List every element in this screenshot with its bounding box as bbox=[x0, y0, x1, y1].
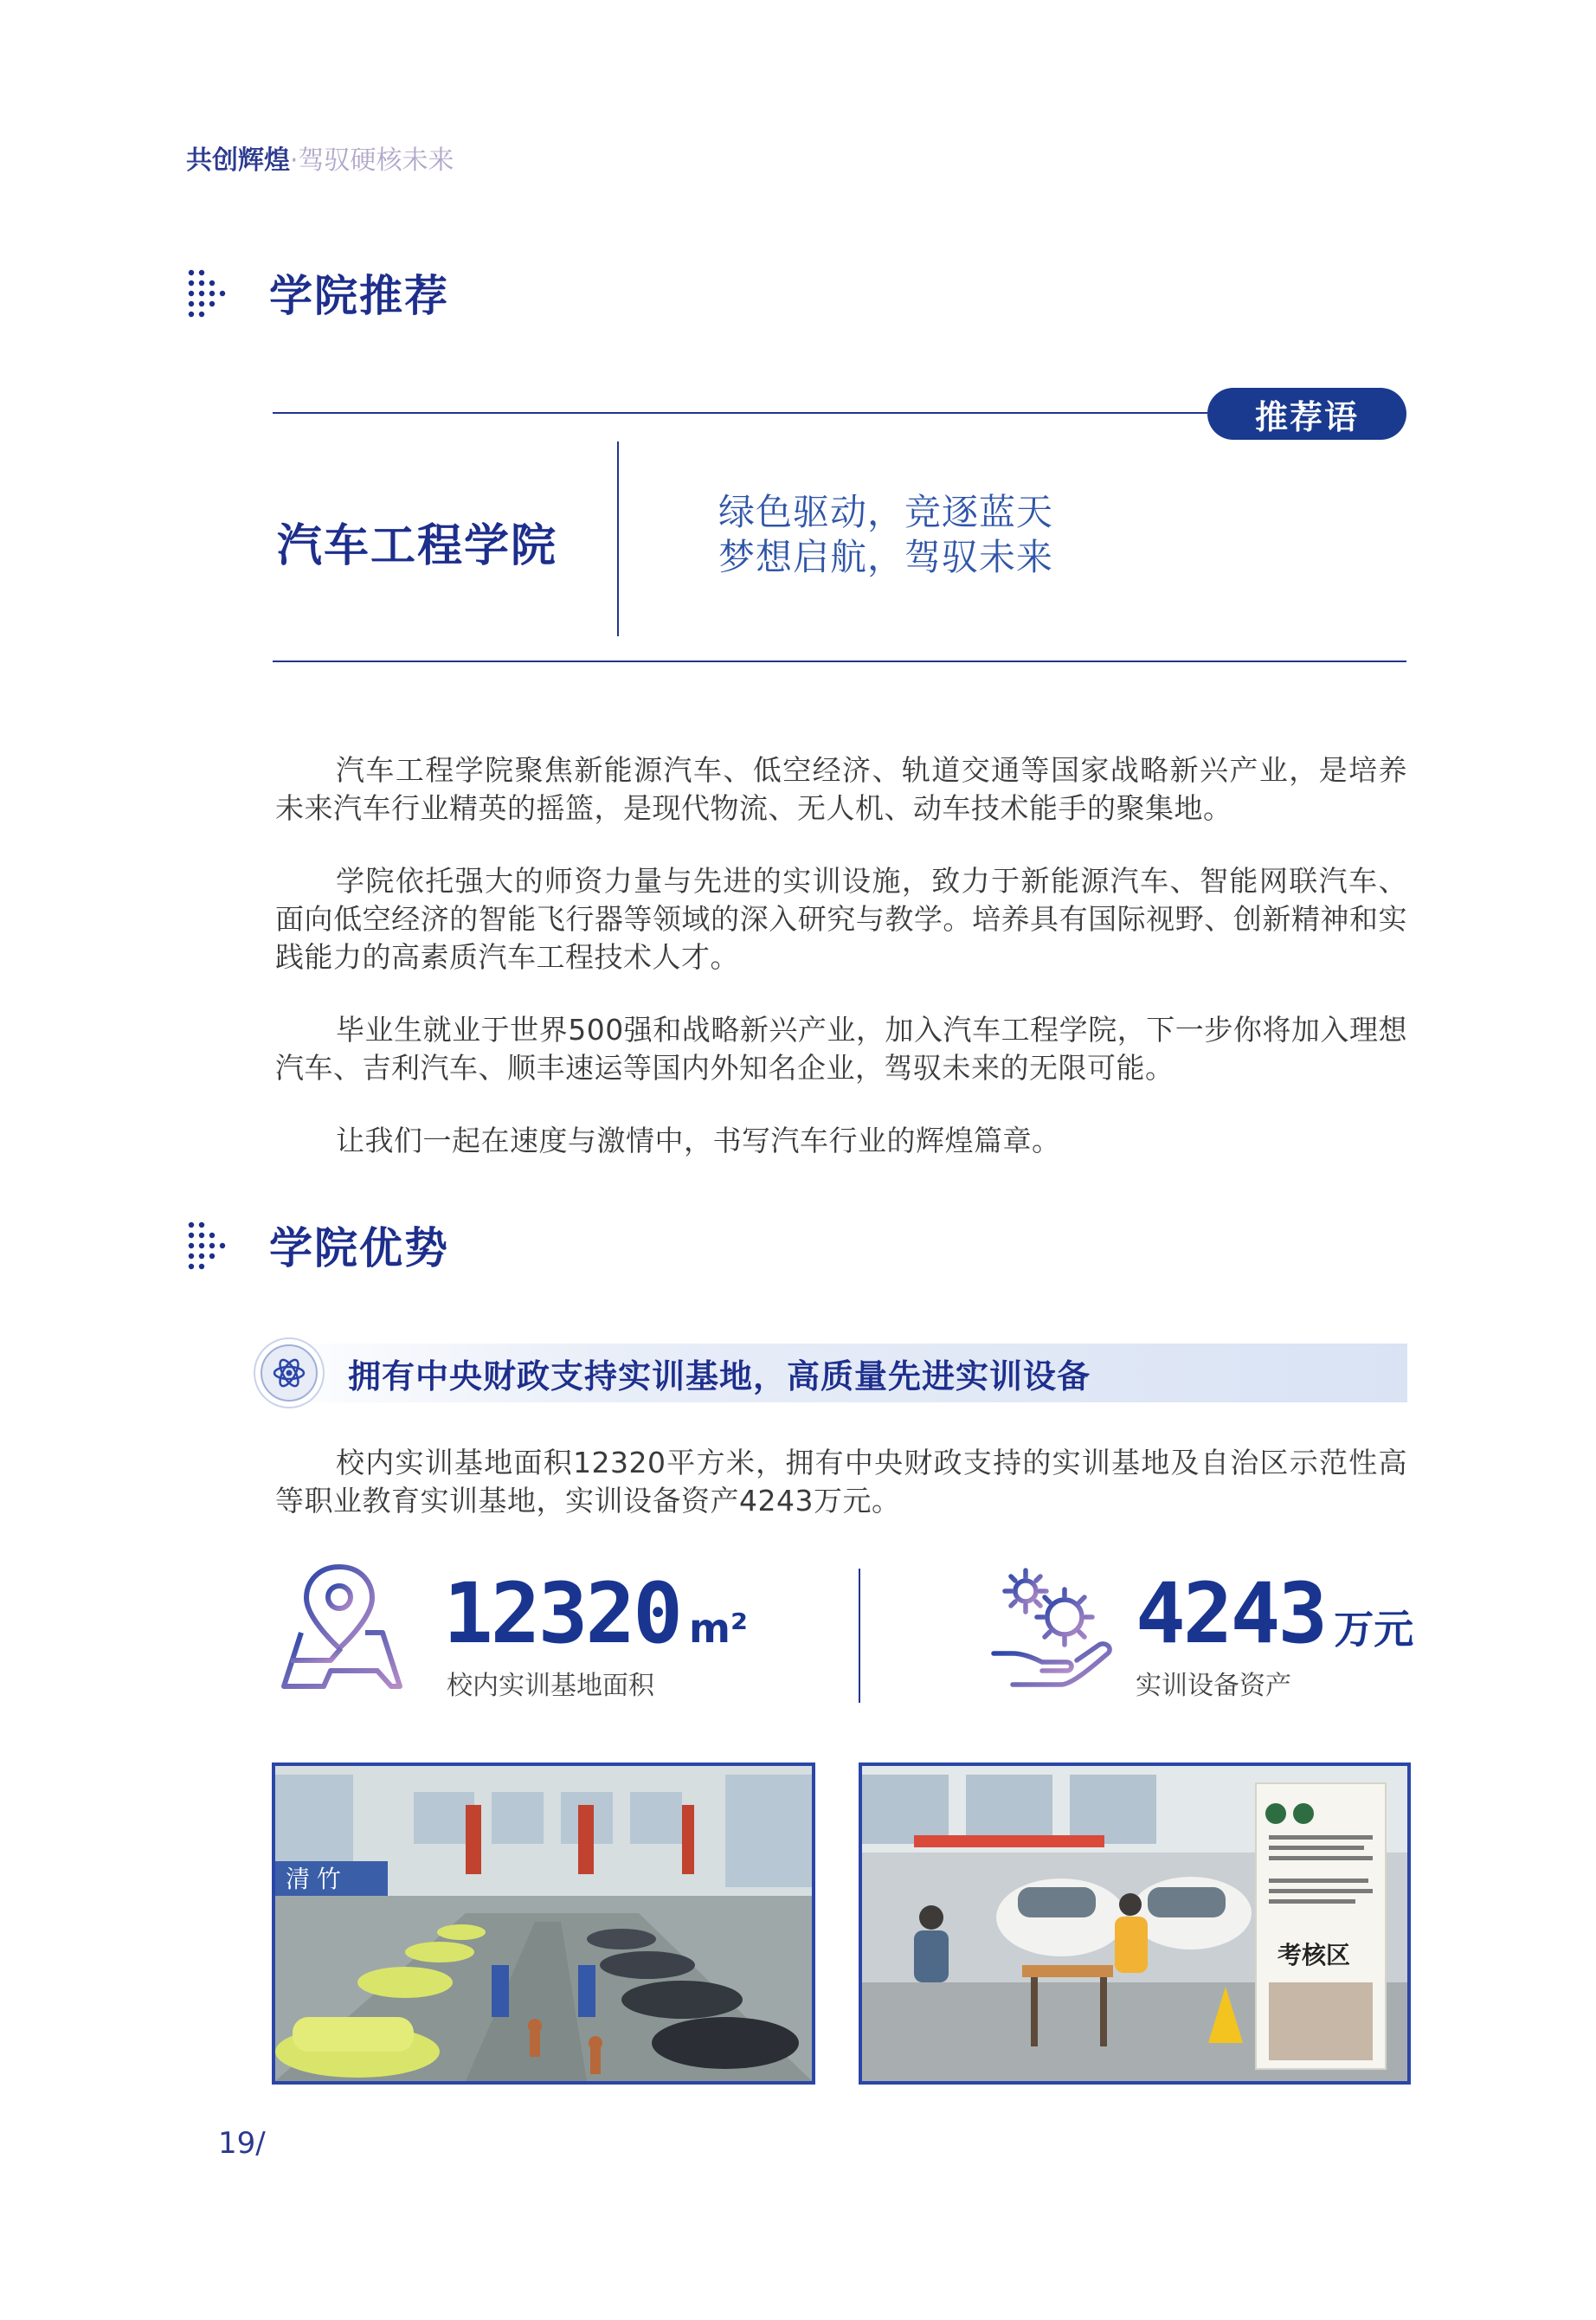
workshop-illustration bbox=[275, 1766, 812, 2081]
map-pin-icon bbox=[270, 1558, 409, 1697]
assessment-illustration bbox=[862, 1766, 1407, 2081]
stat-label: 实训设备资产 bbox=[1136, 1671, 1291, 1701]
dots-arrow-icon bbox=[186, 1220, 236, 1270]
bottom-rule bbox=[273, 661, 1406, 662]
gear-hand-icon bbox=[987, 1563, 1117, 1693]
assessment-sign-text: 考核区 bbox=[1277, 1941, 1351, 1969]
college-name: 汽车工程学院 bbox=[277, 520, 558, 572]
workshop-photo bbox=[272, 1763, 815, 2085]
advantage-bar bbox=[256, 1344, 1407, 1402]
section-heading-recommend bbox=[186, 261, 449, 324]
page-number: 19/ bbox=[218, 2126, 266, 2161]
section-title: 学院优势 bbox=[269, 1223, 449, 1273]
advantage-description: 校内实训基地面积12320平方米，拥有中央财政支持的实训基地及自治区示范性高等职业教育实训基地，实训设备资产4243万元。 bbox=[275, 1446, 1407, 1518]
slogan-line-1: 绿色驱动，竞逐蓝天 bbox=[718, 491, 1054, 533]
paragraph: 毕业生就业于世界500强和战略新兴产业，加入汽车工程学院，下一步你将加入理想汽车、吉利汽车、顺丰速运等国内外知名企业，驾驭未来的无限可能。 bbox=[275, 1013, 1407, 1085]
intro-text bbox=[275, 751, 1407, 1160]
stat-assets bbox=[1136, 1565, 1413, 1662]
header-brand-bold: 共创辉煌 bbox=[186, 145, 290, 176]
stats-divider bbox=[859, 1569, 860, 1703]
advantage-headline: 拥有中央财政支持实训基地，高质量先进实训设备 bbox=[348, 1357, 1091, 1395]
divider-vertical bbox=[617, 441, 619, 636]
paragraph: 汽车工程学院聚焦新能源汽车、低空经济、轨道交通等国家战略新兴产业，是培养未来汽车行业精英的摇篮，是现代物流、无人机、动车技术能手的聚集地。 bbox=[275, 753, 1407, 825]
slogan-line-2: 梦想启航，驾驭未来 bbox=[718, 536, 1054, 578]
stat-area bbox=[443, 1565, 748, 1662]
slogan bbox=[718, 490, 1053, 580]
atom-icon bbox=[253, 1337, 325, 1409]
section-heading-advantage bbox=[186, 1214, 449, 1276]
paragraph: 学院依托强大的师资力量与先进的实训设施，致力于新能源汽车、智能网联汽车、面向低空经济的智能飞行器等领域的深入研究与教学。培养具有国际视野、创新精神和实践能力的高素质汽车工程技术人才。 bbox=[275, 864, 1407, 974]
wall-banner-text: 清 竹 bbox=[286, 1866, 341, 1892]
stat-value: 4243 bbox=[1136, 1565, 1326, 1662]
running-header bbox=[186, 139, 454, 177]
stat-unit: 万元 bbox=[1334, 1606, 1414, 1653]
section-title: 学院推荐 bbox=[269, 271, 449, 321]
paragraph: 让我们一起在速度与激情中，书写汽车行业的辉煌篇章。 bbox=[336, 1124, 1061, 1157]
header-brand-light: ·驾驭硬核未来 bbox=[290, 145, 454, 176]
stat-label: 校内实训基地面积 bbox=[447, 1671, 654, 1701]
stat-unit: m² bbox=[688, 1605, 749, 1652]
top-rule bbox=[273, 412, 1207, 414]
dots-arrow-icon bbox=[186, 267, 236, 318]
assessment-area-photo bbox=[859, 1763, 1411, 2085]
stat-value: 12320 bbox=[443, 1565, 680, 1662]
recommend-tag: 推荐语 bbox=[1207, 388, 1406, 440]
